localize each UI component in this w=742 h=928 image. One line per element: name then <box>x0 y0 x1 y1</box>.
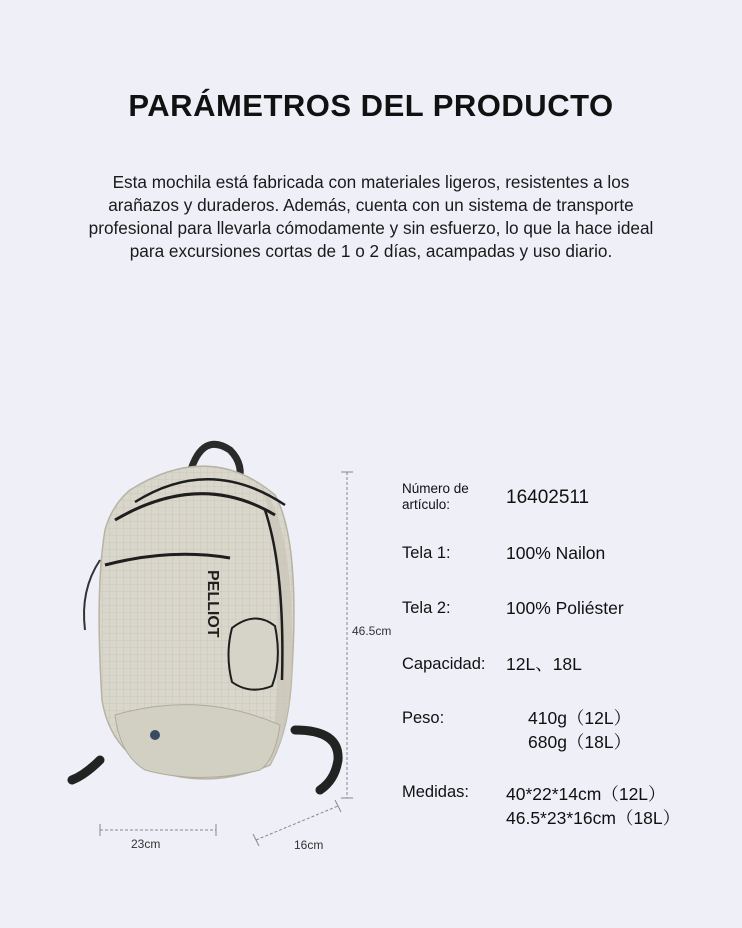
description-line: arañazos y duraderos. Además, cuenta con un sistema de transporte <box>108 195 634 215</box>
fabric2-value: 100% Poliéster <box>506 598 624 618</box>
product-description <box>40 171 702 263</box>
fabric1-value: 100% Nailon <box>506 543 606 563</box>
depth-label: 16cm <box>294 838 324 852</box>
article-value: 16402511 <box>506 487 590 508</box>
description-line: Esta mochila está fabricada con materiales ligeros, resistentes a los <box>112 172 630 192</box>
measures-value: 40*22*14cm（12L） 46.5*23*16cm（18L） <box>506 784 681 828</box>
article-label: Número de artículo: <box>402 481 469 512</box>
weight-value: 410g（12L） 680g（18L） <box>528 708 632 752</box>
brand-logo-text: PELLIOT <box>204 570 221 638</box>
fabric1-label: Tela 1: <box>402 544 451 562</box>
height-label: 46.5cm <box>352 624 392 638</box>
width-dimension-line <box>98 822 218 838</box>
capacity-value: 12L、18L <box>506 654 582 674</box>
weight-label: Peso: <box>402 709 445 727</box>
page-title: PARÁMETROS DEL PRODUCTO <box>128 88 614 123</box>
width-label: 23cm <box>131 837 161 851</box>
fabric2-label: Tela 2: <box>402 599 451 617</box>
description-line: profesional para llevarla cómodamente y sin esfuerzo, lo que la hace ideal <box>88 218 654 238</box>
measures-label: Medidas: <box>402 783 469 801</box>
capacity-label: Capacidad: <box>402 655 486 673</box>
description-line: para excursiones cortas de 1 o 2 días, acampadas y uso diario. <box>129 241 613 261</box>
